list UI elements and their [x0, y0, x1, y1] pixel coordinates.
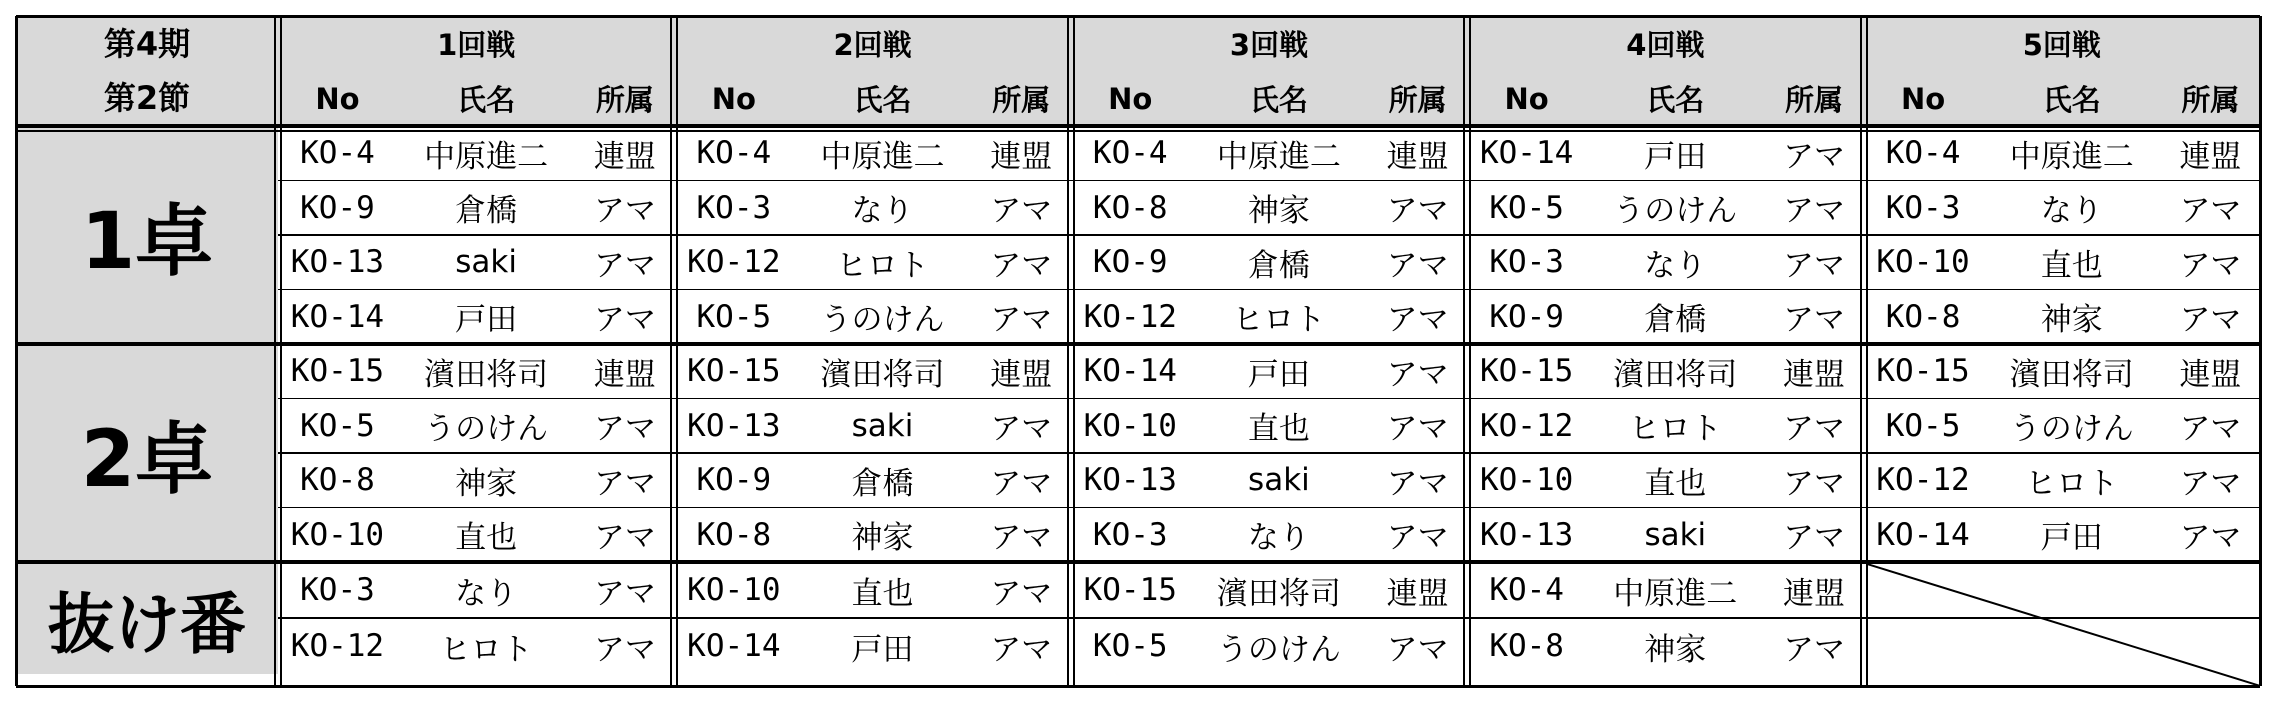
column-header-no: No	[315, 81, 360, 116]
player-affiliation: アマ	[1783, 465, 1846, 502]
player-affiliation: アマ	[1386, 631, 1449, 668]
player-name: なり	[1247, 520, 1310, 557]
player-name: 戸田	[455, 302, 518, 339]
player-affiliation: 連盟	[990, 356, 1053, 393]
player-name: saki	[1248, 462, 1310, 499]
player-affiliation: アマ	[1386, 193, 1449, 230]
player-no: KO-14	[290, 298, 385, 335]
player-name: 戸田	[851, 631, 914, 668]
player-name: ヒロト	[439, 631, 533, 668]
player-name: 濱田将司	[820, 356, 945, 393]
player-no: KO-4	[1885, 135, 1961, 172]
round-title: 3回戦	[1229, 28, 1309, 62]
player-affiliation: アマ	[1386, 465, 1449, 502]
player-no: KO-12	[1083, 298, 1177, 335]
player-affiliation: アマ	[1783, 631, 1846, 668]
player-no: KO-12	[290, 628, 385, 664]
player-name: 直也	[1247, 411, 1310, 448]
round-title: 4回戦	[1626, 28, 1705, 62]
player-affiliation: アマ	[2179, 193, 2242, 230]
player-name: 戸田	[1247, 356, 1310, 393]
player-name: saki	[455, 244, 517, 281]
player-affiliation: 連盟	[593, 356, 656, 393]
column-header-name: 氏名	[1646, 83, 1705, 117]
player-name: 濱田将司	[2009, 356, 2134, 393]
player-name: 戸田	[1644, 138, 1707, 175]
player-name: 中原進二	[820, 138, 945, 175]
player-affiliation: 連盟	[2179, 138, 2242, 175]
player-no: KO-15	[1083, 572, 1177, 608]
player-name: うのけん	[1216, 631, 1341, 668]
player-name: 中原進二	[2009, 138, 2134, 175]
player-affiliation: アマ	[1783, 520, 1846, 557]
column-header-no: No	[1108, 81, 1153, 116]
player-affiliation: アマ	[1783, 138, 1846, 175]
player-no: KO-4	[300, 135, 375, 172]
player-affiliation: アマ	[1386, 302, 1449, 339]
column-header-name: 氏名	[853, 83, 912, 117]
player-no: KO-14	[1479, 135, 1574, 172]
player-no: KO-8	[1489, 628, 1564, 664]
player-affiliation: アマ	[1783, 247, 1846, 284]
player-affiliation: アマ	[990, 575, 1053, 612]
player-no: KO-4	[696, 135, 772, 172]
player-affiliation: アマ	[1386, 356, 1449, 393]
player-affiliation: アマ	[593, 193, 656, 230]
column-header-no: No	[1504, 81, 1549, 116]
player-affiliation: アマ	[593, 411, 656, 448]
player-no: KO-10	[1876, 244, 1970, 281]
player-affiliation: アマ	[2179, 465, 2242, 502]
player-no: KO-12	[687, 244, 781, 281]
player-affiliation: アマ	[1386, 411, 1449, 448]
player-name: 中原進二	[1216, 138, 1341, 175]
group-label: 2卓	[80, 415, 214, 505]
player-no: KO-15	[687, 353, 781, 390]
player-affiliation: アマ	[593, 465, 656, 502]
player-affiliation: アマ	[990, 247, 1053, 284]
player-name: 倉橋	[851, 465, 914, 502]
player-name: 直也	[851, 575, 914, 612]
player-no: KO-13	[1479, 516, 1574, 553]
player-affiliation: アマ	[1386, 247, 1449, 284]
player-name: 倉橋	[1247, 247, 1310, 284]
player-name: ヒロト	[836, 247, 929, 284]
player-name: 戸田	[2040, 520, 2103, 557]
player-affiliation: アマ	[990, 631, 1053, 668]
round-title: 1回戦	[437, 28, 516, 62]
player-affiliation: アマ	[593, 302, 656, 339]
player-no: KO-4	[1092, 135, 1168, 172]
column-header-aff: 所属	[2181, 83, 2240, 117]
player-name: 倉橋	[455, 193, 518, 230]
player-name: なり	[455, 575, 518, 612]
player-affiliation: 連盟	[2179, 356, 2242, 393]
player-no: KO-8	[696, 516, 772, 553]
player-affiliation: アマ	[1783, 411, 1846, 448]
player-affiliation: アマ	[990, 411, 1053, 448]
group-label: 1卓	[80, 197, 214, 287]
column-header-aff: 所属	[1785, 83, 1844, 117]
period-section-label	[16, 16, 278, 126]
player-affiliation: アマ	[990, 465, 1053, 502]
player-affiliation: 連盟	[1386, 575, 1449, 612]
player-no: KO-12	[1876, 462, 1970, 499]
column-header-aff: 所属	[1388, 83, 1447, 117]
player-affiliation: アマ	[2179, 247, 2242, 284]
player-affiliation: 連盟	[593, 138, 656, 175]
player-name: saki	[851, 407, 914, 444]
group-label: 抜け番	[48, 585, 246, 663]
player-no: KO-10	[1479, 462, 1574, 499]
schedule-table	[16, 16, 2260, 686]
player-affiliation: アマ	[593, 247, 656, 284]
player-affiliation: アマ	[2179, 302, 2242, 339]
player-affiliation: アマ	[593, 575, 656, 612]
player-no: KO-5	[1489, 189, 1564, 226]
player-affiliation: アマ	[1783, 193, 1846, 230]
player-no: KO-9	[1489, 298, 1564, 335]
player-name: うのけん	[1613, 193, 1738, 230]
player-name: 神家	[455, 465, 518, 502]
player-name: なり	[2040, 193, 2103, 230]
player-no: KO-14	[687, 628, 781, 664]
player-no: KO-3	[1489, 244, 1564, 281]
player-affiliation: アマ	[1783, 302, 1846, 339]
player-no: KO-3	[696, 189, 772, 226]
player-no: KO-8	[1885, 298, 1961, 335]
player-name: saki	[1644, 516, 1707, 553]
player-name: 神家	[1247, 193, 1310, 230]
player-no: KO-5	[1092, 628, 1168, 664]
player-name: 神家	[1644, 631, 1707, 668]
player-name: うのけん	[2009, 411, 2134, 448]
player-name: うのけん	[424, 411, 549, 448]
column-header-aff: 所属	[992, 83, 1051, 117]
player-name: 直也	[2040, 247, 2103, 284]
player-name: 濱田将司	[1216, 575, 1341, 612]
player-name: 直也	[455, 520, 518, 557]
player-no: KO-8	[300, 462, 375, 499]
player-name: 濱田将司	[424, 356, 549, 393]
player-affiliation: アマ	[2179, 520, 2242, 557]
player-affiliation: アマ	[990, 520, 1053, 557]
column-header-name: 氏名	[1249, 83, 1308, 117]
player-name: ヒロト	[1628, 411, 1722, 448]
player-affiliation: アマ	[990, 193, 1053, 230]
player-no: KO-15	[1479, 353, 1574, 390]
player-no: KO-13	[290, 244, 385, 281]
section-label: 第2節	[103, 79, 191, 117]
player-affiliation: 連盟	[1783, 356, 1846, 393]
player-name: うのけん	[820, 302, 945, 339]
column-header-name: 氏名	[457, 83, 516, 117]
diagonal-line	[1867, 564, 2260, 686]
player-name: 直也	[1644, 465, 1707, 502]
player-affiliation: アマ	[593, 520, 656, 557]
player-no: KO-5	[696, 298, 772, 335]
player-no: KO-12	[1479, 407, 1574, 444]
player-no: KO-14	[1083, 353, 1177, 390]
player-no: KO-10	[290, 516, 385, 553]
player-name: 神家	[851, 520, 914, 557]
player-name: 中原進二	[1613, 575, 1738, 612]
period-label: 第4期	[103, 25, 191, 63]
player-no: KO-5	[1885, 407, 1961, 444]
player-name: ヒロト	[2025, 465, 2119, 502]
player-no: KO-3	[1092, 516, 1168, 553]
player-no: KO-8	[1092, 189, 1168, 226]
round-title: 5回戦	[2022, 28, 2101, 62]
player-no: KO-15	[290, 353, 385, 390]
column-header-no: No	[711, 81, 756, 116]
player-affiliation: 連盟	[1783, 575, 1846, 612]
player-no: KO-14	[1876, 516, 1970, 553]
player-no: KO-10	[687, 572, 781, 608]
player-affiliation: アマ	[2179, 411, 2242, 448]
player-affiliation: アマ	[1386, 520, 1449, 557]
player-name: 中原進二	[424, 138, 549, 175]
player-no: KO-13	[1083, 462, 1177, 499]
player-name: 倉橋	[1644, 302, 1707, 339]
player-no: KO-9	[1092, 244, 1168, 281]
player-no: KO-9	[696, 462, 772, 499]
player-affiliation: 連盟	[1386, 138, 1449, 175]
player-affiliation: アマ	[593, 631, 656, 668]
player-no: KO-4	[1489, 572, 1564, 608]
player-no: KO-3	[1885, 189, 1961, 226]
player-affiliation: 連盟	[990, 138, 1053, 175]
player-name: 神家	[2040, 302, 2103, 339]
player-no: KO-3	[300, 572, 375, 608]
player-no: KO-13	[687, 407, 781, 444]
player-name: ヒロト	[1232, 302, 1326, 339]
player-name: 濱田将司	[1613, 356, 1738, 393]
player-affiliation: アマ	[990, 302, 1053, 339]
round-title: 2回戦	[833, 28, 912, 62]
player-no: KO-9	[300, 189, 375, 226]
player-name: なり	[851, 193, 914, 230]
player-no: KO-15	[1876, 353, 1970, 390]
player-name: なり	[1644, 247, 1707, 284]
column-header-aff: 所属	[595, 83, 654, 117]
empty-slot-diagonal	[1867, 564, 2260, 686]
column-header-no: No	[1900, 81, 1946, 116]
column-header-name: 氏名	[2042, 83, 2101, 117]
player-no: KO-5	[300, 407, 375, 444]
player-no: KO-10	[1083, 407, 1177, 444]
